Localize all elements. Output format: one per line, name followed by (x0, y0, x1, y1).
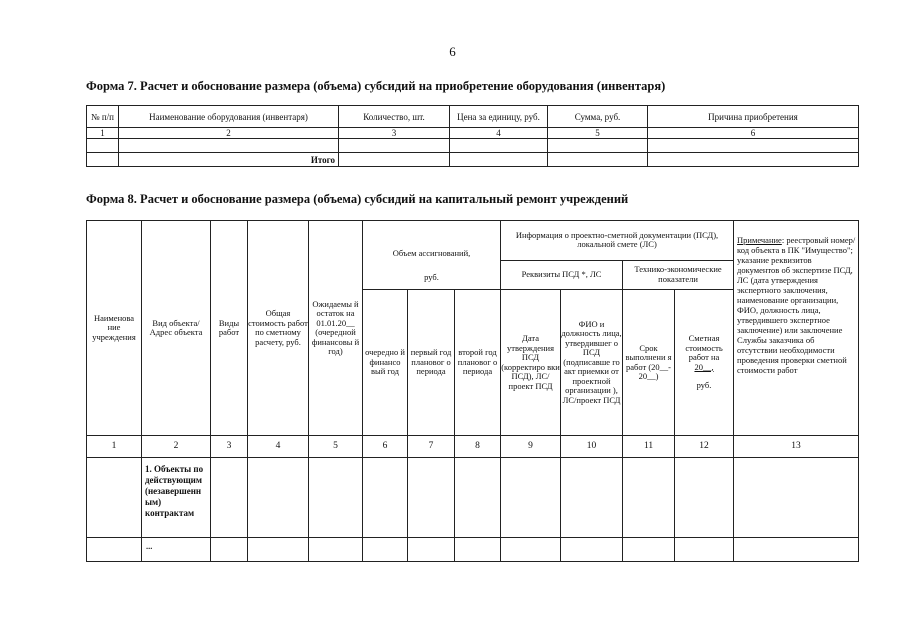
form8-colnum-1: 1 (87, 436, 142, 458)
form8-cell (734, 458, 859, 538)
form8-header-expected-balance: Ожидаемы й остаток на 01.01.20__ (очередной финансовы й год) (309, 221, 363, 436)
form8-colnum-10: 10 (561, 436, 623, 458)
page-number: 6 (449, 44, 456, 59)
form8-cell (501, 458, 561, 538)
form8-header-row-1 (87, 221, 859, 261)
form7-colnum-4: 4 (450, 128, 548, 139)
form8-number-row (87, 436, 859, 458)
form7-cell (450, 139, 548, 153)
form8-cell (501, 538, 561, 562)
form7-colnum-3: 3 (339, 128, 450, 139)
form8-colnum-11: 11 (623, 436, 675, 458)
form8-cell (408, 458, 455, 538)
form8-header-approval-date: Дата утверждения ПСД (корректиро вки ПСД), ЛС/проект ПСД (501, 290, 561, 436)
form7-cell (548, 139, 648, 153)
form8-colnum-9: 9 (501, 436, 561, 458)
form8-cell (675, 458, 734, 538)
form8-cell (248, 458, 309, 538)
form8-cell (87, 538, 142, 562)
form8-colnum-5: 5 (309, 436, 363, 458)
form8-header-note (734, 221, 859, 436)
form8-note-label: Примечание (737, 235, 782, 245)
form7-number-row (87, 128, 859, 139)
form7-header-sum: Сумма, руб. (548, 106, 648, 128)
form7-colnum-1: 1 (87, 128, 119, 139)
form8-colnum-7: 7 (408, 436, 455, 458)
form8-header-second-plan: второй год плановог о периода (455, 290, 501, 436)
form7-cell (119, 139, 339, 153)
form7-header-row (87, 106, 859, 128)
form7-empty-row (87, 139, 859, 153)
form8-cell (408, 538, 455, 562)
form8-estimate-unit: руб. (696, 380, 712, 391)
form7-cell (87, 139, 119, 153)
form8-note-text: : реестровый номер/код объекта в ПК "Имущество"; указание реквизитов документов об экспертизе ПСД, ЛС (дата утверждения экспертного заключения, наименование организации, ФИО, должность лица, утвердившего экспертное заключение) или заключение Службы заказчика об отсутствии необходимости проведения проверки сметной стоимости работ (737, 235, 856, 375)
form7-cell (339, 153, 450, 167)
form8-header-requisites: Реквизиты ПСД *, ЛС (501, 260, 623, 289)
form8-colnum-4: 4 (248, 436, 309, 458)
form8-cell (211, 538, 248, 562)
form8-row-continuation-label: ... (142, 538, 211, 562)
form8-cell (87, 458, 142, 538)
form8-cell (211, 458, 248, 538)
form8-header-first-plan: первый год плановог о периода (408, 290, 455, 436)
form8-title: Форма 8. Расчет и обоснование размера (объема) субсидий на капитальный ремонт учреждений (86, 192, 629, 206)
form8-colnum-8: 8 (455, 436, 501, 458)
form8-colnum-13: 13 (734, 436, 859, 458)
form8-header-next-year: очередно й финансо вый год (363, 290, 408, 436)
form8-row-objects (87, 458, 859, 538)
form8-header-tech-econ: Технико-экономические показатели (623, 260, 734, 289)
form7-header-unit-price: Цена за единицу, руб. (450, 106, 548, 128)
form8-header-psd: Информация о проектно-сметной документации (ПСД), локальной смете (ЛС) (501, 221, 734, 261)
form7-cell (339, 139, 450, 153)
form8-header-estimate (675, 290, 734, 436)
form8-cell (248, 538, 309, 562)
form8-cell (734, 538, 859, 562)
form7-colnum-2: 2 (119, 128, 339, 139)
form8-estimate-prefix: Сметная стоимость работ на (685, 333, 723, 363)
form8-cell (675, 538, 734, 562)
form8-row-continuation (87, 538, 859, 562)
form8-cell (363, 538, 408, 562)
form8-cell (623, 538, 675, 562)
form8-header-works: Виды работ (211, 221, 248, 436)
form7-cell (648, 153, 859, 167)
form8-cell (309, 538, 363, 562)
form8-cell (561, 458, 623, 538)
form7-header-reason: Причина приобретения (648, 106, 859, 128)
form8-row-objects-label: 1. Объекты по действующим (незавершенн ым) контрактам (142, 458, 211, 538)
form7-header-equipment: Наименование оборудования (инвентаря) (119, 106, 339, 128)
form7-cell (87, 153, 119, 167)
form7-total-row (87, 153, 859, 167)
form8-cell (623, 458, 675, 538)
form8-cell (455, 538, 501, 562)
form8-header-term: Срок выполнени я работ (20__- 20__) (623, 290, 675, 436)
form7-header-num: № п/п (87, 106, 119, 128)
form8-colnum-2: 2 (142, 436, 211, 458)
form7-cell (548, 153, 648, 167)
form7-colnum-6: 6 (648, 128, 859, 139)
form7-title: Форма 7. Расчет и обоснование размера (объема) субсидий на приобретение оборудования (инвентаря) (86, 79, 666, 93)
form7-total-label: Итого (119, 153, 339, 167)
form7-header-quantity: Количество, шт. (339, 106, 450, 128)
form8-header-person: ФИО и должность лица, утвердившег о ПСД (подписавше го акт приемки от проектной организации ), ЛС/проект ПСД (561, 290, 623, 436)
form8-colnum-3: 3 (211, 436, 248, 458)
form8-cell (561, 538, 623, 562)
form8-colnum-6: 6 (363, 436, 408, 458)
form8-table (86, 220, 859, 562)
form8-cell (363, 458, 408, 538)
form7-cell (648, 139, 859, 153)
form8-colnum-12: 12 (675, 436, 734, 458)
form7-table (86, 105, 859, 167)
form8-header-allocations-title: Объем ассигнований, (392, 248, 471, 258)
form8-header-total-cost: Общая стоимость работ по сметному расчету, руб. (248, 221, 309, 436)
form8-header-name: Наименова ние учреждения (87, 221, 142, 436)
form8-header-allocations (363, 221, 501, 290)
form8-header-object: Вид объекта/Адрес объекта (142, 221, 211, 436)
form8-header-allocations-unit: руб. (424, 272, 439, 282)
form8-cell (455, 458, 501, 538)
form7-colnum-5: 5 (548, 128, 648, 139)
form7-cell (450, 153, 548, 167)
form8-cell (309, 458, 363, 538)
form8-estimate-year: 20__, (694, 361, 714, 372)
